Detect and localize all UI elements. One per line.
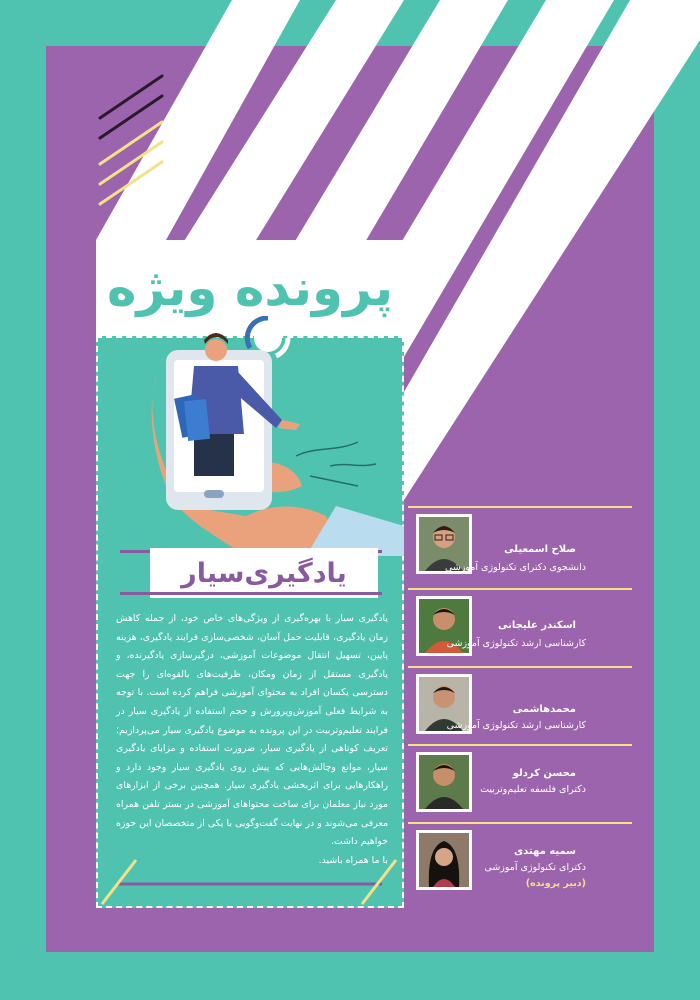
author-role: دکترای فلسفه تعلیم‌وتربیت (480, 784, 586, 795)
author-name: سمیه مهتدی (514, 846, 576, 857)
author-role: دکترای تکنولوژی آموزشی (484, 862, 586, 873)
article-closing: با ما همراه باشید. (318, 854, 388, 866)
author-role: کارشناسی ارشد تکنولوژی آموزشی (446, 720, 586, 731)
author-name: اسکندر علیجانی (497, 620, 576, 631)
article-body (116, 610, 388, 870)
author-role: کارشناسی ارشد تکنولوژی آموزشی (446, 638, 586, 649)
subtitle-bottom-rule (120, 592, 382, 595)
author-card (408, 508, 632, 580)
author-card (408, 590, 632, 662)
author-card (408, 668, 632, 740)
decorative-lines (296, 442, 376, 486)
author-photo (416, 752, 472, 812)
article-body-text: یادگیری سیار با بهره‌گیری از ویژگی‌های خاص خود، از جمله کاهش زمان یادگیری، قابلیت حمل آسان، شخصی‌سازی فرایند یادگیری، هزینه پایین، تسهیل انتقال موضوعات آموزشی، درگیرسازی یادگیرنده، و یادگیری مستقل از زمان ومکان، ظرفیت‌های بالقوه‌ای را جهت دسترسی یکسان افراد به محتوای آموزشی فراهم کرده است. با توجه به شرایط فعلی آموزش‌وپرورش و حجم استفاده از یادگیری سیار در فرایند تعلیم‌وتربیت در این پرونده به موضوع یادگیری سیار می‌پردازیم؛ تعریف کوتاهی از یادگیری سیار، ضرورت استفاده و مزایای یادگیری سیار، موانع وچالش‌هایی که پیش روی یادگیری سیار وجود دارد و راهکارهایی برای اثربخشی یادگیری سیار. همچنین برخی از ابزارهای مورد نیاز معلمان برای ساخت محتواهای آموزشی در بستر تلفن همراه معرفی می‌شوند و در نهایت گفت‌وگویی با یکی از متخصصان این حوزه خواهیم داشت. (116, 613, 388, 848)
mobile-learning-illustration (96, 316, 404, 556)
author-name: محسن کردلو (512, 768, 576, 779)
author-name: محمدهاشمی (512, 704, 576, 715)
page-title: پرونده ویژه (107, 259, 394, 317)
author-role: دانشجوی دکترای تکنولوژی آموزشی (444, 562, 586, 573)
article-subtitle: یادگیری‌سیار (181, 557, 347, 589)
panel-bottom-decoration (96, 850, 404, 910)
author-card (408, 824, 632, 896)
author-name: صلاح اسمعیلی (504, 544, 576, 555)
man-portrait-outdoor-icon (419, 755, 469, 809)
author-card (408, 746, 632, 818)
editor-badge: (دبیر پرونده) (525, 878, 586, 889)
